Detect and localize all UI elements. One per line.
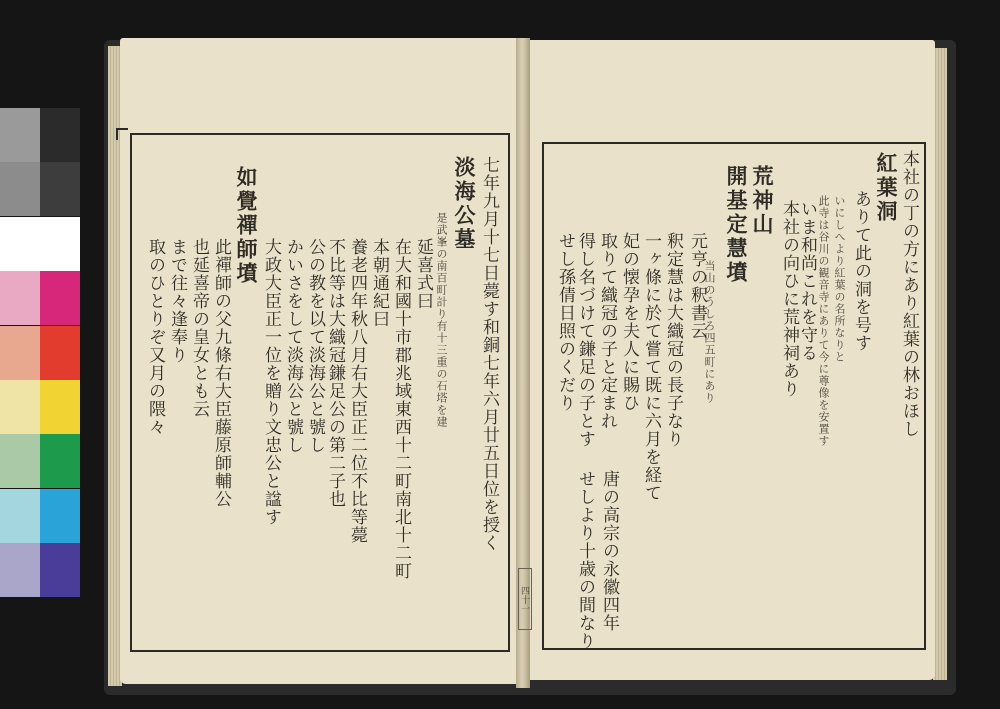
calibration-patch: [40, 326, 80, 380]
left-text-col-4: 在大和國十市郡兆域東西十二町南北十二町: [391, 238, 411, 580]
page-number: 四十一: [518, 568, 532, 630]
calibration-patch: [40, 162, 80, 216]
calibration-patch: [40, 380, 80, 434]
heading-tankaiko-bo: 淡海公墓: [452, 156, 477, 252]
heading-koyodo: 紅葉洞: [874, 152, 899, 224]
right-text-col-10: 一ヶ條に於て嘗て既に六月を経て: [641, 232, 661, 502]
calibration-patch: [0, 434, 40, 488]
right-text-col-9: 釈定慧は大織冠の長子なり: [663, 232, 683, 448]
calibration-patch: [40, 217, 80, 271]
right-text-col-2: ありて此の洞を号す: [851, 190, 871, 352]
calibration-patch: [0, 380, 40, 434]
heading-nyokaku-zenji-fun: 如覺禪師墳: [234, 166, 259, 286]
calibration-patch: [40, 108, 80, 162]
right-text-col-13: 得し名づけて鎌足の子とす: [575, 232, 595, 448]
left-text-col-9: かいさをして淡海公と號し: [283, 238, 303, 454]
calibration-patch: [40, 543, 80, 597]
right-text-col-5: いま和尚これを守る: [797, 200, 817, 362]
left-text-col-8: 公の教を以て淡海公と號し: [305, 238, 325, 454]
right-text-col-11: 妃の懐孕を夫人に賜ひ: [619, 232, 639, 412]
right-text-col-12: 取りて織冠の子と定まれ: [597, 232, 617, 430]
right-text-col-4: 此寺は谷川の観音寺にありて今に尊像を安置す: [817, 195, 830, 447]
calibration-patch: [0, 162, 40, 216]
left-corner-mark: [116, 128, 128, 140]
right-text-col-7: 当山のうしろ四五町にあり: [703, 260, 716, 404]
left-text-col-10: 大政大臣正一位を贈り文忠公と諡す: [261, 238, 281, 526]
color-calibration-target: [0, 108, 80, 598]
calibration-patch: [40, 434, 80, 488]
calibration-patch: [40, 271, 80, 325]
left-text-col-3: 延喜式曰: [413, 238, 433, 310]
calibration-patch: [0, 543, 40, 597]
calibration-patch: [0, 108, 40, 162]
left-text-col-12: 也延喜帝の皇女とも云: [189, 238, 209, 418]
right-text-col-6: 本社の向ひに荒神祠あり: [779, 200, 799, 398]
right-text-col-14: せし孫倩日照のくだり: [555, 232, 575, 412]
right-text-col-3: いにしへより紅葉の名所なりと: [833, 195, 846, 363]
right-text-col-15: 唐の高宗の永徽四年: [599, 470, 619, 632]
heading-kojinsan: 荒神山: [750, 165, 775, 237]
left-text-col-7: 不比等は大織冠鎌足公の第二子也: [325, 238, 345, 508]
left-text-col-11: 此禪師の父九條右大臣藤原師輔公: [211, 238, 231, 508]
heading-kaiki-jokei-fun: 開基定慧墳: [724, 165, 749, 285]
left-text-col-14: 取のひとりぞ又月の隈々: [145, 238, 165, 436]
left-text-col-13: まで往々逢奉り: [167, 238, 187, 364]
calibration-patch: [0, 326, 40, 380]
left-text-col-6: 養老四年秋八月右大臣正二位不比等薨: [347, 238, 367, 544]
calibration-patch: [40, 489, 80, 543]
calibration-patch: [0, 489, 40, 543]
right-text-col-1: 本社の丁の方にあり紅葉の林おほし: [899, 150, 919, 438]
calibration-patch: [0, 217, 40, 271]
left-text-col-2: 是武峯の南百町計り有十三重の石塔を建: [435, 212, 448, 428]
right-text-col-8: 元亨の釈書云: [687, 232, 707, 340]
left-text-col-1: 七年九月十七日薨す和銅七年六月廿五日位を授く: [479, 156, 499, 552]
left-text-col-5: 本朝通紀曰: [369, 238, 389, 328]
calibration-patch: [0, 271, 40, 325]
right-text-col-16: せしより十歳の間なり: [575, 470, 595, 650]
right-page-edges: [933, 48, 947, 680]
